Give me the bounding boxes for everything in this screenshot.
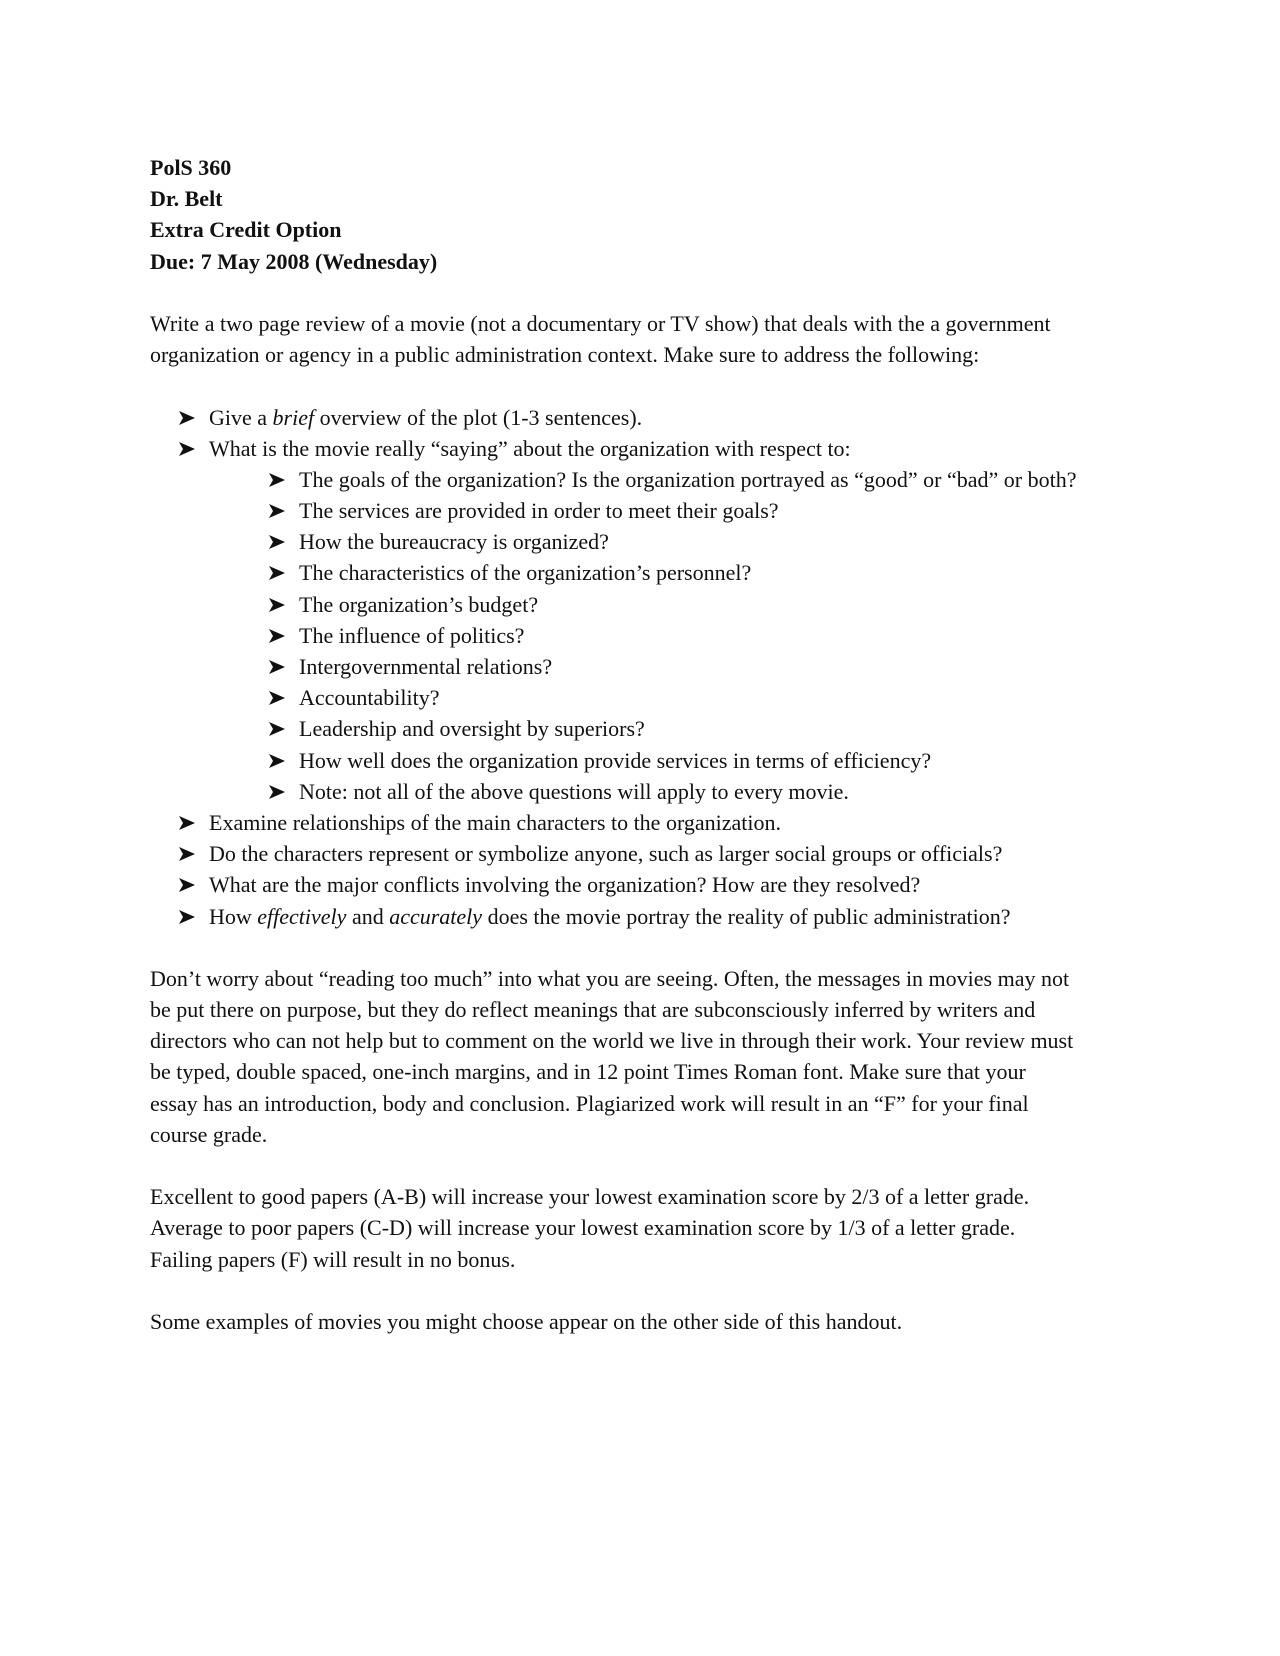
sub-list-item bbox=[269, 713, 1150, 744]
sub-list-item-text: The characteristics of the organization’s personnel? bbox=[299, 560, 752, 586]
due-date: Due: 7 May 2008 (Wednesday) bbox=[150, 248, 438, 274]
sub-list-item-text: Leadership and oversight by superiors? bbox=[299, 716, 645, 742]
sub-list-item-text: The services are provided in order to meet their goals? bbox=[299, 498, 779, 524]
paragraph-line: be put there on purpose, but they do reflect meanings that are subconsciously inferred by writers and bbox=[150, 997, 1036, 1023]
arrowhead-bullet-icon bbox=[269, 629, 285, 643]
paragraph-line: essay has an introduction, body and conclusion. Plagiarized work will result in an “F” for your final bbox=[150, 1090, 1029, 1116]
arrowhead-bullet-icon bbox=[269, 785, 285, 799]
intro-paragraph bbox=[150, 308, 1150, 370]
list-item bbox=[179, 869, 1150, 900]
arrowhead-bullet-icon bbox=[269, 598, 285, 612]
guidance-paragraph bbox=[150, 963, 1150, 1150]
sub-list-item bbox=[269, 557, 1150, 588]
sub-list-item-text: The organization’s budget? bbox=[299, 591, 539, 617]
paragraph-line: Excellent to good papers (A-B) will increase your lowest examination score by 2/3 of a letter grade. bbox=[150, 1184, 1030, 1210]
list-item-text: What are the major conflicts involving the organization? How are they resolved? bbox=[209, 872, 921, 898]
sub-list-item bbox=[269, 776, 1150, 807]
list-item bbox=[179, 433, 1150, 464]
arrowhead-bullet-icon bbox=[269, 722, 285, 736]
sub-list-item bbox=[269, 464, 1150, 495]
list-item bbox=[179, 838, 1150, 869]
list-item-text: What is the movie really “saying” about the organization with respect to: bbox=[209, 435, 851, 461]
document-page bbox=[150, 152, 1150, 1337]
intro-line: Write a two page review of a movie (not a documentary or TV show) that deals with the a government bbox=[150, 310, 1051, 336]
sub-list-item-text: Intergovernmental relations? bbox=[299, 654, 553, 679]
list-item-text: Examine relationships of the main characters to the organization. bbox=[209, 809, 782, 835]
course-code: PolS 360 bbox=[150, 155, 232, 180]
emphasis-text: effectively bbox=[257, 903, 347, 929]
arrowhead-bullet-icon bbox=[269, 535, 285, 549]
spacer bbox=[150, 932, 1150, 963]
list-item-text: Give a bbox=[209, 404, 273, 430]
sub-list-item bbox=[269, 526, 1150, 557]
emphasis-text: brief bbox=[272, 404, 315, 430]
paragraph-line: be typed, double spaced, one-inch margins, and in 12 point Times Roman font. Make sure that your bbox=[150, 1059, 1026, 1085]
list-item-text: does the movie portray the reality of public administration? bbox=[482, 903, 1011, 929]
sub-list-item-text: The goals of the organization? Is the organization portrayed as “good” or “bad” or both? bbox=[299, 466, 1077, 492]
sub-bullet-list bbox=[150, 464, 1150, 807]
arrowhead-bullet-icon bbox=[269, 504, 285, 518]
intro-line: organization or agency in a public administration context. Make sure to address the following: bbox=[150, 342, 980, 368]
document-header bbox=[150, 152, 1150, 277]
paragraph-line: Failing papers (F) will result in no bonus. bbox=[150, 1246, 516, 1272]
arrowhead-bullet-icon bbox=[179, 910, 195, 924]
arrowhead-bullet-icon bbox=[179, 816, 195, 830]
sub-list-item bbox=[269, 495, 1150, 526]
arrowhead-bullet-icon bbox=[179, 878, 195, 892]
sub-list-item bbox=[269, 745, 1150, 776]
list-item-text: overview of the plot (1-3 sentences). bbox=[314, 404, 643, 430]
arrowhead-bullet-icon bbox=[269, 473, 285, 487]
spacer bbox=[150, 1150, 1150, 1181]
paragraph-line: Don’t worry about “reading too much” into what you are seeing. Often, the messages in movies may not bbox=[150, 965, 1070, 991]
sub-list-item-text: The influence of politics? bbox=[299, 622, 525, 648]
arrowhead-bullet-icon bbox=[269, 754, 285, 768]
sub-list-item bbox=[269, 682, 1150, 713]
paragraph-line: directors who can not help but to comment on the world we live in through their work. Your review must bbox=[150, 1028, 1074, 1054]
list-item-text: and bbox=[346, 903, 390, 929]
sub-list-item bbox=[269, 620, 1150, 651]
arrowhead-bullet-icon bbox=[269, 691, 285, 705]
spacer bbox=[150, 277, 1150, 308]
list-item bbox=[179, 402, 1150, 433]
spacer bbox=[150, 1275, 1150, 1306]
emphasis-text: accurately bbox=[389, 903, 483, 929]
list-item-text: Do the characters represent or symbolize anyone, such as larger social groups or officials? bbox=[209, 841, 1003, 867]
arrowhead-bullet-icon bbox=[269, 566, 285, 580]
closing-note: Some examples of movies you might choose appear on the other side of this handout. bbox=[150, 1308, 903, 1334]
paragraph-line: course grade. bbox=[150, 1121, 268, 1147]
sub-list-item-text: Note: not all of the above questions will apply to every movie. bbox=[299, 778, 849, 804]
sub-list-item bbox=[269, 651, 1150, 682]
arrowhead-bullet-icon bbox=[179, 411, 195, 425]
arrowhead-bullet-icon bbox=[179, 847, 195, 861]
list-item-text: How bbox=[209, 903, 258, 929]
bullet-list bbox=[150, 402, 1150, 932]
arrowhead-bullet-icon bbox=[179, 442, 195, 456]
sub-list-item bbox=[269, 589, 1150, 620]
sub-list-item-text: Accountability? bbox=[299, 685, 440, 711]
spacer bbox=[150, 370, 1150, 401]
paragraph-line: Average to poor papers (C-D) will increase your lowest examination score by 1/3 of a letter grade. bbox=[150, 1215, 1016, 1241]
sub-list-item-text: How well does the organization provide services in terms of efficiency? bbox=[299, 747, 932, 773]
instructor-name: Dr. Belt bbox=[150, 186, 223, 212]
list-item bbox=[179, 901, 1150, 932]
grading-paragraph bbox=[150, 1181, 1150, 1275]
arrowhead-bullet-icon bbox=[269, 660, 285, 674]
list-item bbox=[179, 807, 1150, 838]
document-title: Extra Credit Option bbox=[150, 217, 342, 243]
sub-list-item-text: How the bureaucracy is organized? bbox=[299, 529, 609, 555]
